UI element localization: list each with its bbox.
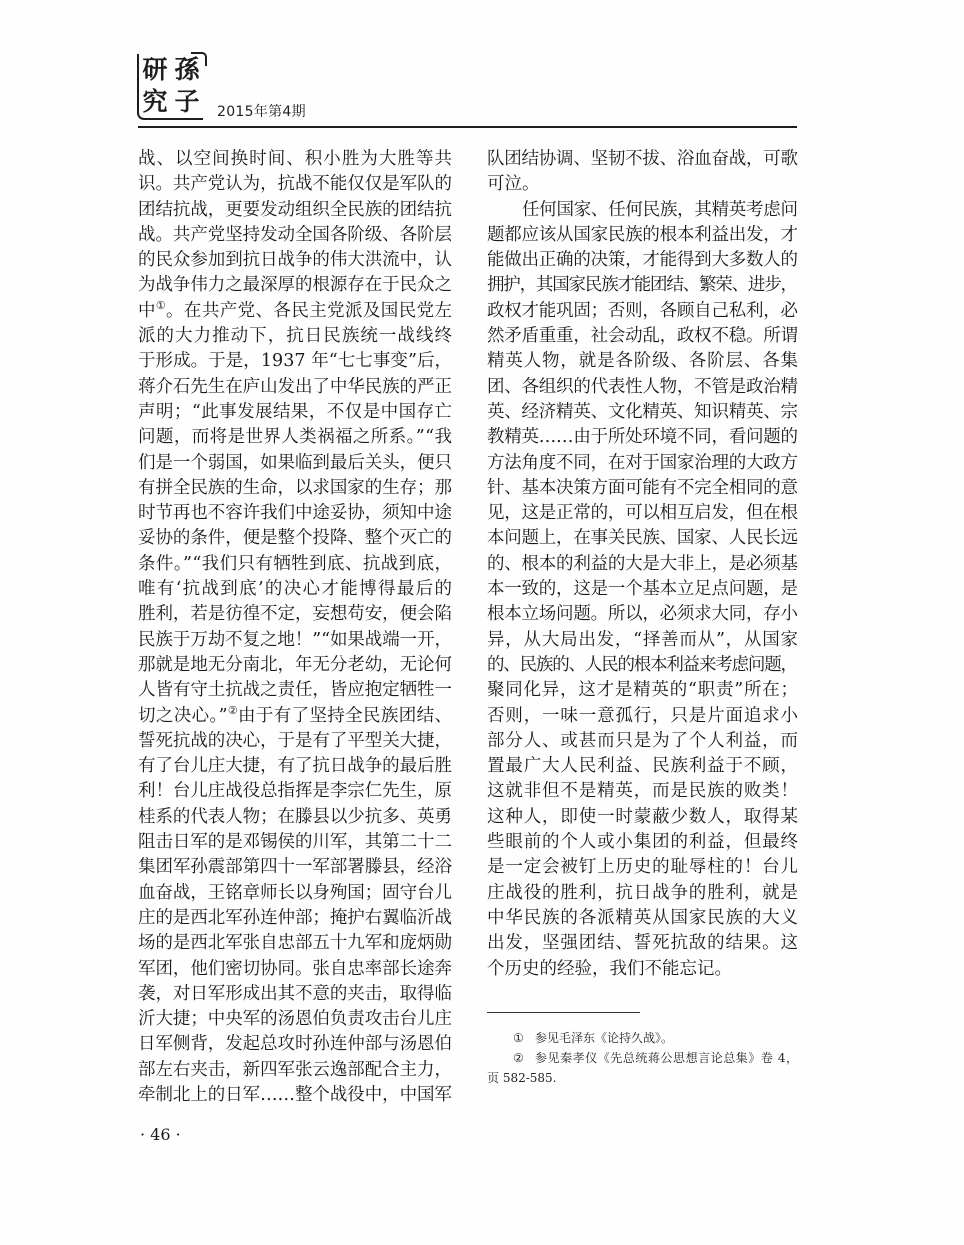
text-line: 有了台儿庄大捷，有了抗日战争的最后胜 [138,756,452,777]
text-line: 本问题上，在事关民族、国家、人民长远 [487,528,798,549]
text-line: 军团，他们密切协同。张自忠率部长途奔 [138,958,452,979]
text-line: 团结抗战，更要发动组织全民族的团结抗 [138,199,452,220]
text-line: 战。共产党坚持发动全国各阶级、各阶层 [138,224,452,245]
left-column [138,147,452,1108]
text-line: 于形成。于是，1937 年“七七事变”后， [138,351,453,372]
text-line: 些眼前的个人或小集团的利益，但最终 [487,832,799,853]
text-line: 方法角度不同，在对于国家治理的大政方 [487,452,798,473]
footnote-text: 参见毛泽东《论持久战》。 [535,1031,674,1045]
text-line: 胜利，若是彷徨不定，妄想苟安，便会陷 [138,604,452,625]
text-line: 中华民族的各派精英从国家民族的大义 [487,907,799,928]
text-line: 为战争伟力之最深厚的根源存在于民众之 [138,275,452,296]
text-line: 教精英……由于所处环境不同，看问题的 [487,427,798,448]
text-line: 的、根本的利益的大是大非上，是必须基 [487,553,798,574]
text-segment: 。在共产党、各民主党派及国民党左 [166,300,453,321]
journal-logo [137,54,203,120]
issue-label: 2015年第4期 [217,104,306,120]
text-line: 精英人物，就是各阶级、各阶层、各集 [487,351,799,372]
text-line: 聚同化异，这才是精英的“职责”所在； [487,680,799,701]
text-line: 阻击日军的是邓锡侯的川军，其第二十二 [138,832,452,853]
logo-glyph: 孫 [174,55,200,84]
header-rule [138,126,797,128]
text-line: 这就非但不是精英，而是民族的败类！ [487,781,799,802]
text-line: 题都应该从国家民族的根本利益出发，才 [487,224,798,245]
right-column [487,147,798,982]
footnote [487,1028,798,1048]
text-line: 根本立场问题。所以，必须求大同，存小 [487,604,798,625]
text-line: 蒋介石先生在庐山发出了中华民族的严正 [138,376,452,397]
text-line: 识。共产党认为，抗战不能仅仅是军队的 [138,174,452,195]
text-line: 有拼全民族的生命，以求国家的生存；那 [138,477,452,498]
text-line [138,299,452,324]
text-line: 针、基本决策方面可能有不完全相同的意 [487,477,798,498]
footnote-marker: ② [513,1051,524,1065]
footnote-marker: ① [513,1031,524,1045]
footnote-line [487,1028,798,1048]
text-line: 那就是地无分南北，年无分老幼，无论何 [138,654,452,675]
paragraph [487,198,798,982]
text-line: 的民众参加到抗日战争的伟大洪流中，认 [138,250,452,271]
text-line: 本一致的，这是一个基本立足点问题，是 [487,579,798,600]
text-line: 部左右夹击，新四军张云逸部配合主力， [138,1059,452,1080]
text-line: 日军侧背，发起总攻时孙连仲部与汤恩伯 [138,1034,452,1055]
footnote-reference: ① [155,298,167,312]
text-line: 否则，一味一意孤行，只是片面追求小 [487,705,799,726]
text-line: 利！台儿庄战役总指挥是李宗仁先生，原 [138,781,452,802]
logo-glyph: 研 [142,55,168,84]
footnote [487,1048,798,1088]
page-number: · 46 · [140,1125,181,1144]
text-line: 队团结协调、坚韧不拔、浴血奋战，可歌 [487,149,798,169]
text-line: 们是一个弱国，如果临到最后关头，便只 [138,452,452,473]
text-line: 桂系的代表人物；在滕县以少抗多、英勇 [138,806,452,827]
text-line: 誓死抗战的决心，于是有了平型关大捷， [138,730,452,751]
text-line: 英、经济精英、文化精英、知识精英、宗 [487,401,798,422]
paragraph [138,147,452,1108]
text-segment: 由于有了坚持全民族团结、 [237,705,453,726]
text-segment: 中 [138,300,156,321]
text-line: 异，从大局出发，“择善而从”，从国家 [487,629,799,650]
paragraph [487,147,798,198]
text-line: 牵制北上的日军……整个战役中，中国军 [138,1084,452,1105]
text-line: 派的大力推动下，抗日民族统一战线终 [138,326,454,347]
footnote-separator [487,1012,640,1013]
text-line: 时节再也不容许我们中途妥协，须知中途 [138,503,452,524]
footnote-continuation: 页 582-585. [487,1071,557,1085]
text-line: 庄的是西北军孙连仲部；掩护右翼临沂战 [138,907,452,928]
text-line: 然矛盾重重，社会动乱，政权不稳。所谓 [487,326,798,347]
text-line: 置最广大人民利益、民族利益于不顾， [487,756,799,777]
text-line: 见，这是正常的，可以相互启发，但在根 [487,503,798,524]
text-line: 拥护，其国家民族才能团结、繁荣、进步， [487,275,797,296]
text-line [138,704,452,729]
text-segment: 切之决心。” [138,705,228,726]
text-line: 庄战役的胜利，抗日战争的胜利，就是 [487,882,799,903]
text-line: 个历史的经验，我们不能忘记。 [487,958,732,979]
text-line: 的、民族的、人民的根本利益来考虑问题， [487,654,797,675]
text-line: 政权才能巩固；否则，各顾自己私利，必 [487,300,798,321]
text-line: 血奋战，王铭章师长以身殉国；固守台儿 [138,882,452,903]
logo-glyph: 究 [142,87,168,116]
text-line: 问题，而将是世界人类祸福之所系。”“我 [138,427,453,448]
text-line: 任何国家、任何民族，其精英考虑问 [522,199,798,220]
text-line: 场的是西北军张自忠部五十九军和庞炳勋 [138,933,452,954]
text-line: 这种人，即使一时蒙蔽少数人，取得某 [487,806,799,827]
text-line: 唯有‘抗战到底’的决心才能博得最后的 [138,579,454,600]
text-line: 沂大捷；中央军的汤恩伯负责攻击台儿庄 [138,1009,452,1030]
footnote-reference: ② [227,703,238,717]
text-line: 可泣。 [487,174,540,195]
text-line: 部分人、或甚而只是为了个人利益，而 [487,730,799,751]
logo-glyph: 子 [174,87,200,116]
text-line: 民族于万劫不复之地！”“如果战端一开， [138,629,452,650]
text-line: 条件。”“我们只有牺牲到底、抗战到底， [138,553,453,574]
footnote-line [487,1048,798,1068]
text-line: 是一定会被钉上历史的耻辱柱的！台儿 [487,857,799,878]
text-line: 出发，坚强团结、誓死抗敌的结果。这 [487,933,799,954]
text-line: 袭，对日军形成出其不意的夹击，取得临 [138,983,452,1004]
text-line: 能做出正确的决策，才能得到大多数人的 [487,250,798,271]
text-line: 集团军孙震部第四十一军部署滕县，经浴 [138,857,452,878]
text-line: 妥协的条件，便是整个投降、整个灭亡的 [138,528,452,549]
text-line: 声明；“此事发展结果，不仅是中国存亡 [138,401,453,422]
text-line: 战、以空间换时间、积小胜为大胜等共 [138,149,454,169]
footnote-text: 参见秦孝仪《先总统蒋公思想言论总集》卷 4， [535,1051,799,1065]
text-line: 团、各组织的代表性人物，不管是政治精 [487,376,798,397]
text-line: 人皆有守土抗战之责任，皆应抱定牺牲一 [138,680,452,701]
